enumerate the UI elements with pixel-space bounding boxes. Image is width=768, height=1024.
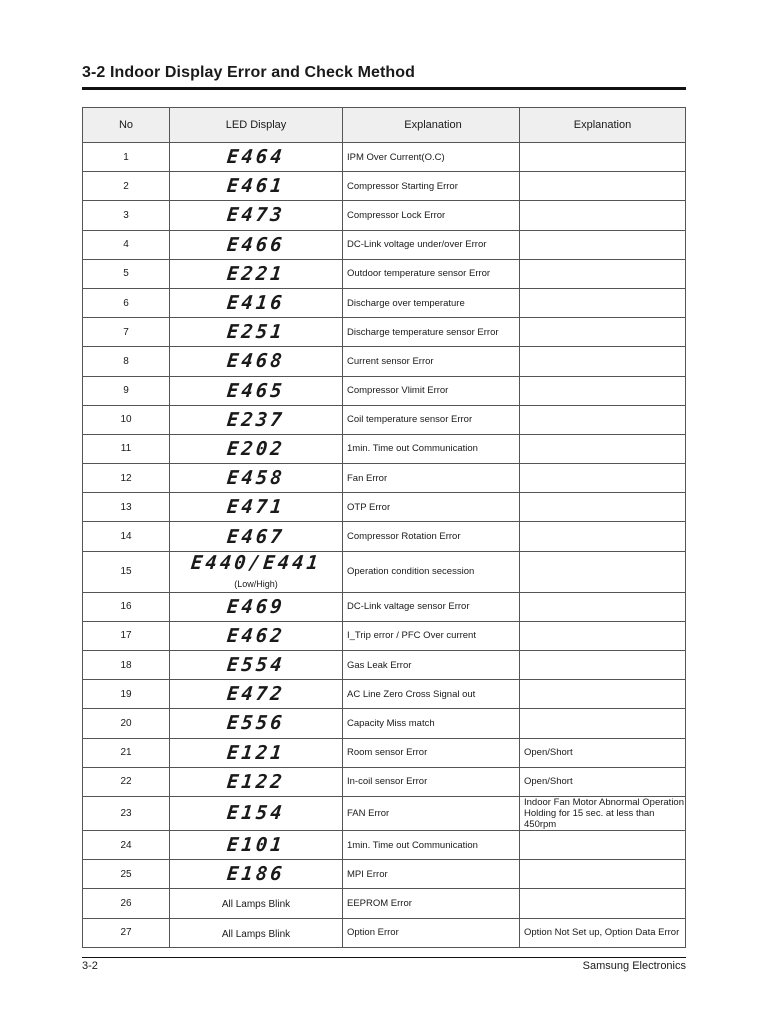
table-row: [83, 405, 686, 434]
led-code: E122: [225, 770, 287, 793]
row-no: 3: [83, 201, 170, 230]
row-explanation: Compressor Vlimit Error: [343, 376, 520, 405]
row-led-display: [170, 830, 343, 859]
row-explanation-2: [520, 592, 686, 621]
row-explanation: I_Trip error / PFC Over current: [343, 621, 520, 650]
row-led-display: [170, 767, 343, 796]
header-explanation-2: Explanation: [520, 108, 686, 143]
row-explanation: Fan Error: [343, 464, 520, 493]
row-explanation-2: Open/Short: [520, 767, 686, 796]
led-code: E121: [225, 741, 287, 764]
row-no: 17: [83, 621, 170, 650]
row-explanation-2: [520, 230, 686, 259]
table-row: [83, 493, 686, 522]
led-code: E471: [225, 496, 287, 519]
page-title: 3-2 Indoor Display Error and Check Method: [82, 64, 416, 81]
row-led-display: [170, 889, 343, 918]
row-led-display: [170, 259, 343, 288]
row-explanation: Compressor Starting Error: [343, 172, 520, 201]
row-explanation-2: [520, 347, 686, 376]
table-row: [83, 860, 686, 889]
row-explanation: Operation condition secession: [343, 551, 520, 592]
led-code: E251: [225, 321, 287, 344]
row-no: 6: [83, 288, 170, 317]
row-no: 23: [83, 796, 170, 830]
row-explanation: EEPROM Error: [343, 889, 520, 918]
row-no: 26: [83, 889, 170, 918]
table-row: [83, 551, 686, 592]
row-led-display: [170, 493, 343, 522]
row-explanation-2: [520, 493, 686, 522]
row-led-display: [170, 522, 343, 551]
row-explanation-2: [520, 259, 686, 288]
table-body: [83, 143, 686, 948]
row-explanation: IPM Over Current(O.C): [343, 143, 520, 172]
table-row: [83, 889, 686, 918]
table-row: [83, 796, 686, 830]
row-no: 20: [83, 709, 170, 738]
company-name: Samsung Electronics: [582, 960, 686, 972]
row-led-display: [170, 918, 343, 947]
led-code: E202: [225, 437, 287, 460]
row-no: 4: [83, 230, 170, 259]
led-code: E154: [225, 802, 287, 825]
row-explanation: Current sensor Error: [343, 347, 520, 376]
led-code: E467: [225, 525, 287, 548]
row-led-display: [170, 651, 343, 680]
row-led-display: [170, 551, 343, 592]
table-row: [83, 709, 686, 738]
row-explanation-2: Option Not Set up, Option Data Error: [520, 918, 686, 947]
row-no: 11: [83, 434, 170, 463]
table-row: [83, 621, 686, 650]
row-led-display: [170, 434, 343, 463]
row-led-display: [170, 347, 343, 376]
row-explanation-2: [520, 288, 686, 317]
led-suffix: (Low/High): [234, 578, 278, 589]
row-no: 15: [83, 551, 170, 592]
led-code: E101: [225, 834, 287, 857]
led-code: E466: [225, 233, 287, 256]
table-row: [83, 830, 686, 859]
row-no: 16: [83, 592, 170, 621]
led-code: E440/E441: [189, 551, 323, 574]
row-explanation: DC-Link voltage under/over Error: [343, 230, 520, 259]
table-row: [83, 651, 686, 680]
row-no: 24: [83, 830, 170, 859]
header-no: No: [83, 108, 170, 143]
title-rule: [82, 87, 686, 90]
row-no: 9: [83, 376, 170, 405]
row-led-display: [170, 288, 343, 317]
led-code: E461: [225, 175, 287, 198]
row-explanation-2: [520, 680, 686, 709]
table-row: [83, 318, 686, 347]
header-explanation: Explanation: [343, 108, 520, 143]
row-no: 12: [83, 464, 170, 493]
row-explanation-2: [520, 651, 686, 680]
row-no: 21: [83, 738, 170, 767]
row-explanation-2: [520, 434, 686, 463]
table-row: [83, 464, 686, 493]
row-explanation: MPI Error: [343, 860, 520, 889]
row-led-display: [170, 592, 343, 621]
row-explanation: Coil temperature sensor Error: [343, 405, 520, 434]
led-code: All Lamps Blink: [221, 928, 291, 940]
table-row: [83, 522, 686, 551]
row-led-display: [170, 621, 343, 650]
row-explanation: DC-Link valtage sensor Error: [343, 592, 520, 621]
row-led-display: [170, 376, 343, 405]
row-no: 13: [83, 493, 170, 522]
table-row: [83, 680, 686, 709]
footer-rule: [82, 957, 686, 958]
row-explanation: Gas Leak Error: [343, 651, 520, 680]
row-explanation-2: [520, 405, 686, 434]
row-explanation: Room sensor Error: [343, 738, 520, 767]
led-code: E221: [225, 262, 287, 285]
row-explanation-2: [520, 522, 686, 551]
row-explanation-2: [520, 551, 686, 592]
row-explanation-2: [520, 201, 686, 230]
row-explanation-2: [520, 318, 686, 347]
led-code: All Lamps Blink: [221, 899, 291, 911]
row-no: 19: [83, 680, 170, 709]
table-row: [83, 592, 686, 621]
row-led-display: [170, 143, 343, 172]
row-led-display: [170, 738, 343, 767]
table-row: [83, 376, 686, 405]
row-led-display: [170, 464, 343, 493]
row-explanation: Compressor Rotation Error: [343, 522, 520, 551]
led-code: E465: [225, 379, 287, 402]
led-code: E468: [225, 350, 287, 373]
row-explanation-2: [520, 830, 686, 859]
row-explanation: 1min. Time out Communication: [343, 434, 520, 463]
error-table: [82, 107, 686, 948]
row-led-display: [170, 318, 343, 347]
row-no: 8: [83, 347, 170, 376]
row-explanation: AC Line Zero Cross Signal out: [343, 680, 520, 709]
row-explanation-2: [520, 172, 686, 201]
row-no: 14: [83, 522, 170, 551]
led-code: E469: [225, 595, 287, 618]
led-code: E237: [225, 408, 287, 431]
led-code: E554: [225, 654, 287, 677]
row-no: 7: [83, 318, 170, 347]
row-explanation-2: [520, 621, 686, 650]
row-led-display: [170, 172, 343, 201]
row-explanation-2: [520, 376, 686, 405]
row-explanation-2: [520, 709, 686, 738]
table-row: [83, 347, 686, 376]
table-row: [83, 143, 686, 172]
row-explanation-2: [520, 143, 686, 172]
table-row: [83, 738, 686, 767]
row-explanation: OTP Error: [343, 493, 520, 522]
table-header-row: [83, 108, 686, 143]
led-code: E462: [225, 624, 287, 647]
table-row: [83, 172, 686, 201]
led-code: E458: [225, 467, 287, 490]
table-row: [83, 230, 686, 259]
row-explanation-2: Indoor Fan Motor Abnormal Operation Holding for 15 sec. at less than 450rpm: [520, 796, 686, 830]
row-explanation: Capacity Miss match: [343, 709, 520, 738]
row-explanation: Discharge over temperature: [343, 288, 520, 317]
row-no: 10: [83, 405, 170, 434]
page-number: 3-2: [82, 960, 98, 972]
header-led-display: LED Display: [170, 108, 343, 143]
table-row: [83, 288, 686, 317]
row-no: 25: [83, 860, 170, 889]
row-explanation: Compressor Lock Error: [343, 201, 520, 230]
row-led-display: [170, 201, 343, 230]
row-explanation-2: [520, 464, 686, 493]
row-no: 22: [83, 767, 170, 796]
table-row: [83, 434, 686, 463]
row-no: 5: [83, 259, 170, 288]
table-row: [83, 259, 686, 288]
row-explanation-2: [520, 860, 686, 889]
row-no: 2: [83, 172, 170, 201]
led-code: E186: [225, 863, 287, 886]
row-explanation-2: [520, 889, 686, 918]
table-row: [83, 767, 686, 796]
led-code: E416: [225, 292, 287, 315]
led-code: E472: [225, 683, 287, 706]
row-explanation: FAN Error: [343, 796, 520, 830]
table-row: [83, 918, 686, 947]
row-led-display: [170, 860, 343, 889]
row-explanation-2: Open/Short: [520, 738, 686, 767]
row-led-display: [170, 796, 343, 830]
led-code: E464: [225, 146, 287, 169]
row-led-display: [170, 230, 343, 259]
row-no: 18: [83, 651, 170, 680]
row-explanation: Option Error: [343, 918, 520, 947]
row-explanation: Outdoor temperature sensor Error: [343, 259, 520, 288]
led-code: E473: [225, 204, 287, 227]
row-led-display: [170, 709, 343, 738]
row-led-display: [170, 680, 343, 709]
row-led-display: [170, 405, 343, 434]
row-explanation: Discharge temperature sensor Error: [343, 318, 520, 347]
led-code: E556: [225, 712, 287, 735]
row-explanation: In-coil sensor Error: [343, 767, 520, 796]
table-row: [83, 201, 686, 230]
row-no: 1: [83, 143, 170, 172]
row-no: 27: [83, 918, 170, 947]
row-explanation: 1min. Time out Communication: [343, 830, 520, 859]
